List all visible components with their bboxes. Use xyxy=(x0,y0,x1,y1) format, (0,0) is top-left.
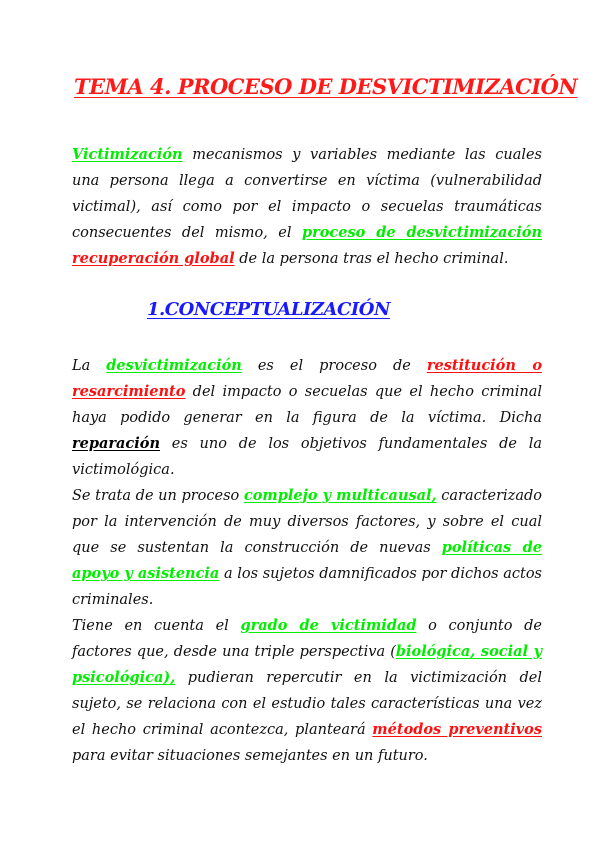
body-text: para evitar situaciones semejantes en un futuro. xyxy=(72,748,428,764)
highlighted-term: biológica, social y psicológica), xyxy=(72,643,542,686)
body-text: Tiene en cuenta el xyxy=(72,618,241,634)
body-text: a los sujetos damnificados por dichos actos criminales. xyxy=(72,566,542,608)
body-text: La xyxy=(72,358,107,374)
highlighted-term: políticas de apoyo y asistencia xyxy=(72,539,542,582)
paragraph-proceso-complejo xyxy=(72,483,542,613)
body-text: Se trata de un proceso xyxy=(72,488,244,504)
highlighted-term: métodos preventivos xyxy=(372,721,543,738)
highlighted-term: reparación xyxy=(72,435,160,452)
paragraph-grado-victimidad xyxy=(72,613,542,769)
document-title: TEMA 4. PROCESO DE DESVICTIMIZACIÓN xyxy=(74,74,578,99)
body-text: caracterizado por la intervención de muy diversos factores, y sobre el cual que se sustentan la construcción de nuevas xyxy=(72,488,542,556)
section-heading: 1.CONCEPTUALIZACIÓN xyxy=(147,299,390,320)
body-text: del impacto o secuelas que el hecho criminal haya podido generar en la figura de la víctima. Dicha xyxy=(72,384,542,426)
highlighted-term: proceso de desvictimización xyxy=(301,224,542,241)
body-text: pudieran repercutir en la victimización del sujeto, se relaciona con el estudio tales características una vez el hecho criminal acontezca, planteará xyxy=(72,670,542,738)
body-text: o conjunto de factores que, desde una triple perspectiva ( xyxy=(72,618,542,660)
body-text: es uno de los objetivos fundamentales de la victimológica. xyxy=(72,436,542,478)
highlighted-term: desvictimización xyxy=(106,357,242,374)
body-text: mecanismos y variables mediante las cuales una persona llega a convertirse en víctima (vulnerabilidad victimal), así como por el impacto o secuelas traumáticas consecuentes del mismo, el xyxy=(72,147,542,241)
highlighted-term: Victimización xyxy=(72,146,183,163)
body-text: de la persona tras el hecho criminal. xyxy=(234,251,509,267)
highlighted-term: complejo y multicausal, xyxy=(243,487,437,504)
highlighted-term: grado de victimidad xyxy=(240,617,417,634)
paragraph-victimizacion xyxy=(72,142,542,272)
highlighted-term: recuperación global xyxy=(72,250,235,267)
body-text: es el proceso de xyxy=(241,358,427,374)
highlighted-term: restitución o resarcimiento xyxy=(72,357,542,400)
paragraph-desvictimizacion xyxy=(72,353,542,483)
